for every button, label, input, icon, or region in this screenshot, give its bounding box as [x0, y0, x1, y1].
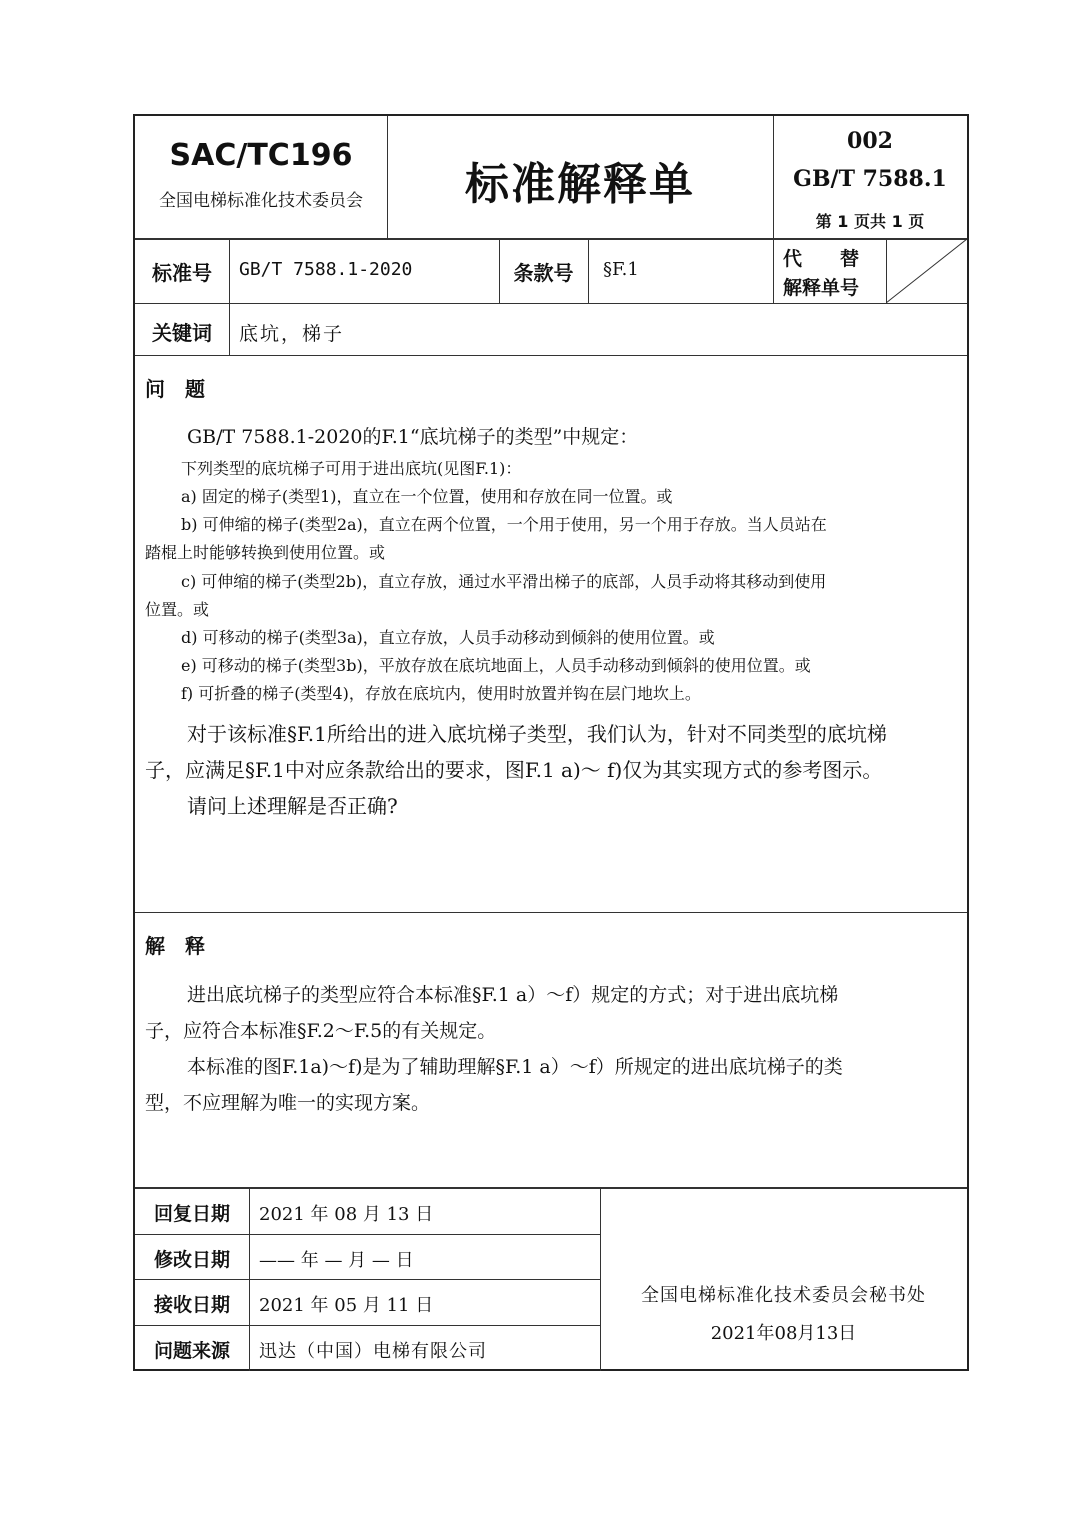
answer-line: 子，应符合本标准§F.2～F.5的有关规定。	[145, 1020, 497, 1042]
question-source-label: 问题来源	[153, 1340, 230, 1362]
rule-v-footer-label	[249, 1189, 250, 1371]
interpretation-sheet	[133, 114, 969, 1371]
empty-cell-diagonal	[886, 239, 967, 303]
question-quote-line: 踏棍上时能够转换到使用位置。或	[145, 543, 386, 562]
answer-line: 型，不应理解为唯一的实现方案。	[145, 1092, 431, 1114]
replace-label-line1: 代 替	[783, 248, 860, 270]
rule-meta	[135, 303, 967, 304]
question-intro: GB/T 7588.1-2020的F.1“底坑梯子的类型”中规定：	[187, 426, 639, 448]
receive-date-label: 接收日期	[153, 1294, 230, 1316]
rule-footer-2	[135, 1279, 600, 1280]
question-quote-line: e) 可移动的梯子(类型3b)，平放存放在底坑地面上，人员手动移动到倾斜的使用位置。或	[181, 656, 811, 675]
question-heading: 问 题	[145, 377, 205, 401]
standard-code: GB/T 7588.1	[793, 166, 947, 192]
page-info: 第 1 页共 1 页	[815, 212, 925, 231]
org-code: SAC/TC196	[169, 138, 353, 173]
clause-value: §F.1	[603, 259, 639, 280]
standard-number-label: 标准号	[152, 261, 212, 285]
answer-line: 进出底坑梯子的类型应符合本标准§F.1 a）～f）规定的方式；对于进出底坑梯	[187, 984, 839, 1006]
clause-label: 条款号	[513, 261, 574, 285]
rule-footer-1	[135, 1234, 600, 1235]
question-quote-line: 下列类型的底坑梯子可用于进出底坑(见图F.1)：	[181, 459, 522, 478]
issue-date: 2021年08月13日	[710, 1323, 857, 1344]
rule-answer	[135, 1187, 967, 1189]
rule-v-clause-value	[588, 239, 589, 303]
question-source-value: 迅达（中国）电梯有限公司	[259, 1341, 487, 1362]
answer-line: 本标准的图F.1a)～f)是为了辅助理解§F.1 a）～f）所规定的进出底坑梯子的类	[187, 1056, 843, 1078]
question-body-line: 请问上述理解是否正确?	[187, 794, 398, 818]
issuer-name: 全国电梯标准化技术委员会秘书处	[641, 1285, 926, 1306]
page-title: 标准解释单	[465, 159, 695, 210]
replace-label-line2: 解释单号	[783, 277, 860, 299]
question-quote-line: b) 可伸缩的梯子(类型2a)，直立在两个位置，一个用于使用，另一个用于存放。当人员站在	[181, 515, 827, 534]
rule-header	[135, 238, 967, 240]
rule-keyword	[135, 355, 967, 356]
question-quote-line: f) 可折叠的梯子(类型4)，存放在底坑内，使用时放置并钩在层门地坎上。	[181, 684, 701, 703]
question-quote-line: 位置。或	[145, 600, 210, 619]
keyword-label: 关键词	[152, 321, 212, 345]
question-body-line: 子，应满足§F.1中对应条款给出的要求，图F.1 a)～ f)仅为其实现方式的参考图示。	[145, 758, 883, 782]
question-quote-line: c) 可伸缩的梯子(类型2b)，直立存放，通过水平滑出梯子的底部，人员手动将其移动到使用	[181, 572, 827, 591]
question-body-line: 对于该标准§F.1所给出的进入底坑梯子类型，我们认为，针对不同类型的底坑梯	[187, 722, 887, 746]
reply-date-value: 2021 年 08 月 13 日	[259, 1204, 434, 1225]
question-quote-line: a) 固定的梯子(类型1)，直立在一个位置，使用和存放在同一位置。或	[181, 487, 673, 506]
reply-date-label: 回复日期	[153, 1203, 230, 1225]
receive-date-value: 2021 年 05 月 11 日	[259, 1295, 434, 1316]
rule-v-label	[229, 239, 230, 355]
rule-v-replace	[773, 239, 774, 303]
keyword-value: 底坑，梯子	[239, 323, 345, 345]
rule-question	[135, 912, 967, 913]
modify-date-value: —— 年 — 月 — 日	[259, 1250, 414, 1271]
answer-heading: 解 释	[145, 934, 205, 958]
rule-footer-3	[135, 1325, 600, 1326]
org-name: 全国电梯标准化技术委员会	[159, 191, 363, 211]
serial-number: 002	[847, 128, 893, 154]
modify-date-label: 修改日期	[153, 1249, 230, 1271]
question-quote-line: d) 可移动的梯子(类型3a)，直立存放，人员手动移动到倾斜的使用位置。或	[181, 628, 715, 647]
standard-number-value: GB/T 7588.1-2020	[239, 259, 413, 280]
